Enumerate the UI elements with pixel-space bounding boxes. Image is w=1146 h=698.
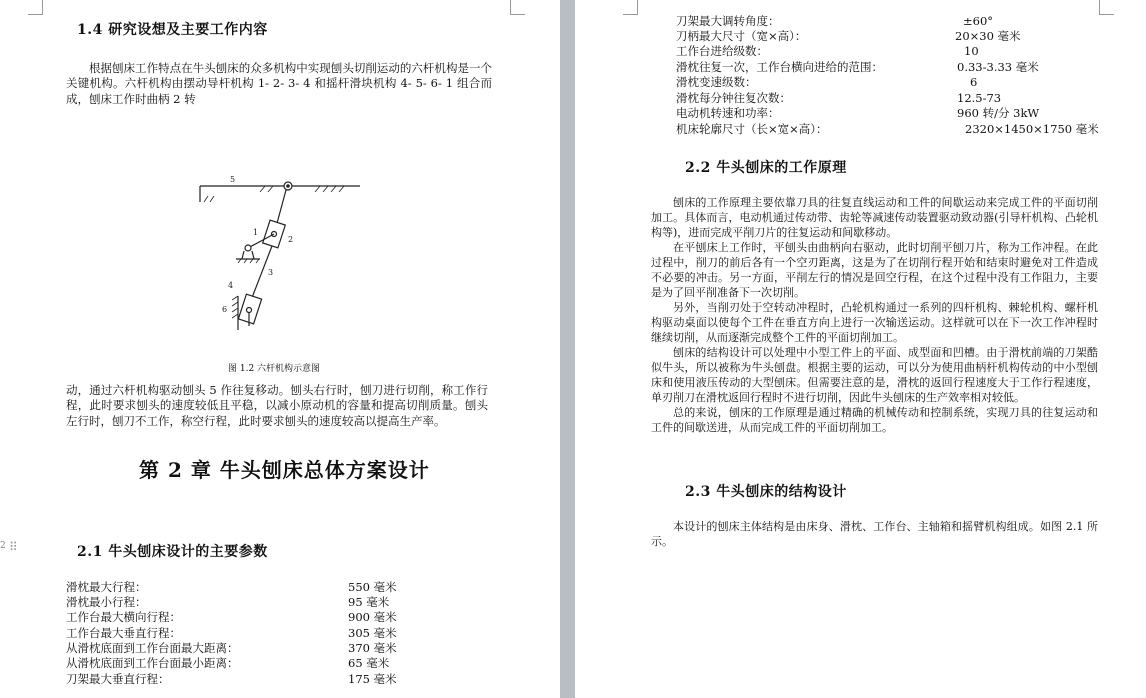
intro-paragraph-text: 根据刨床工作特点在牛头刨床的众多机构中实现刨头切削运动的六杆机构是一个关键机构。六杆机构由摆动导杆机构 1- 2- 3- 4 和摇杆滑块机构 4- 5- 6- 1 组合而成，刨床工作时曲柄 2 转	[66, 61, 492, 106]
principle-paragraphs	[651, 195, 1098, 435]
param-row: 滑枕最大行程：	[66, 580, 147, 594]
param-value: 2320×1450×1750 毫米	[965, 122, 1099, 136]
param-row: 工作台最大横向行程：	[66, 610, 181, 624]
section-heading-2-3: 2.3 牛头刨床的结构设计	[685, 484, 847, 500]
param-value: ±60°	[963, 14, 994, 28]
param-value: 175 毫米	[348, 672, 397, 686]
continue-paragraph	[66, 383, 488, 429]
param-row: 刀架最大垂直行程：	[66, 672, 170, 686]
document-page-right	[575, 0, 1146, 698]
param-value: 95 毫米	[348, 595, 390, 609]
param-value: 0.33-3.33 毫米	[957, 60, 1039, 74]
param-row: 工作台进给级数：	[676, 44, 768, 58]
param-row: 机床轮廓尺寸（长×宽×高）：	[676, 122, 828, 136]
chapter-heading: 第 2 章 牛头刨床总体方案设计	[139, 458, 430, 482]
param-value: 12.5-73	[957, 91, 1002, 105]
param-value: 65 毫米	[348, 656, 390, 670]
crop-mark-top-right	[1099, 0, 1114, 15]
figure-label-6: 6	[222, 305, 228, 314]
param-row: 滑枕每分钟往复次数：	[676, 91, 791, 105]
drag-handle-icon[interactable]: ⠿	[9, 540, 17, 554]
continue-paragraph-text: 动，通过六杆机构驱动刨头 5 作往复移动。刨头右行时，刨刀进行切削，称工作行程，此时要求刨头的速度较低且平稳，以减小原动机的容量和提高切削质量。刨头左行时，刨刀不工作，称空行程，此时要求刨头的速度较高以提高生产率。	[66, 383, 488, 428]
param-value: 900 毫米	[348, 610, 397, 624]
param-row: 从滑枕底面到工作台面最小距离：	[66, 656, 239, 670]
principle-paragraph: 刨床的工作原理主要依靠刀具的往复直线运动和工件的间歇运动来完成工件的平面切削加工。具体而言，电动机通过传动带、齿轮等减速传动装置驱动致动器(引导杆机构、凸轮机构等)，进而完成平削刀片的往复运动和间歇移动。	[651, 196, 1098, 239]
figure-label-1: 1	[253, 228, 259, 237]
section-heading-1-4: 1.4 研究设想及主要工作内容	[77, 22, 268, 38]
principle-paragraph: 另外，当削刃处于空转动冲程时，凸轮机构通过一系列的四杆机构、棘轮机构、螺杆机构驱动桌面以使每个工件在垂直方向上进行一次输送运动。这样就可以在下一次工作冲程时继续切削，从而逐渐完成整个工件的平面切削加工。	[651, 301, 1098, 344]
figure-label-2: 2	[288, 235, 294, 244]
crop-mark-top-right	[510, 0, 525, 15]
principle-paragraph: 刨床的结构设计可以处理中小型工件上的平面、成型面和凹槽。由于滑枕前端的刀架酷似牛头，所以被称为牛头刨盘。根据主要的运动，可以分为使用曲柄杆机构传动的中小型刨床和使用液压传动的大型刨床。但需要注意的是，滑枕的返回行程速度大于工作行程速度，单刃削刀在滑枕返回行程时不进行切削，因此牛头刨床的生产效率相对较低。	[651, 346, 1098, 404]
param-value: 960 转/分 3kW	[957, 106, 1040, 120]
intro-paragraph	[66, 61, 492, 107]
param-value: 305 毫米	[348, 626, 397, 640]
param-row: 刀架最大调转角度：	[676, 14, 780, 28]
document-page-left	[0, 0, 560, 698]
param-row: 工作台最大垂直行程：	[66, 626, 181, 640]
margin-page-number: 2	[0, 541, 6, 551]
figure-label-4: 4	[228, 281, 234, 290]
param-value: 370 毫米	[348, 641, 397, 655]
param-value: 6	[970, 75, 978, 89]
crop-mark-top-left	[28, 0, 43, 15]
param-row: 滑枕变速级数：	[676, 75, 757, 89]
param-row: 刀柄最大尺寸（宽×高）：	[676, 29, 807, 43]
section-heading-2-1: 2.1 牛头刨床设计的主要参数	[77, 544, 268, 560]
principle-paragraph: 在平刨床上工作时，平刨头由曲柄向右驱动，此时切削平刨刀片，称为工作冲程。在此过程中，削刀的前后各有一个空刃距离，这是为了在切削行程开始和结束时避免对工件造成不必要的冲击。另一方面，平削左行的情况是回空行程，在这个过程中没有工作阻力，主要是为了回平削准备下一次切削。	[651, 241, 1098, 299]
param-row: 滑枕最小行程：	[66, 595, 147, 609]
figure-caption: 图 1.2 六杆机构示意图	[228, 364, 321, 374]
figure-label-5: 5	[230, 175, 236, 184]
six-bar-mechanism-figure	[190, 172, 370, 332]
param-row: 滑枕往复一次，工作台横向进给的范围：	[676, 60, 883, 74]
crop-mark-top-left	[623, 0, 638, 15]
param-value: 10	[964, 44, 979, 58]
param-row: 从滑枕底面到工作台面最大距离：	[66, 641, 239, 655]
structure-paragraph-text: 本设计的刨床主体结构是由床身、滑枕、工作台、主轴箱和摇臂机构组成。如图 2.1 所示。	[651, 520, 1098, 548]
structure-paragraph	[651, 519, 1098, 549]
principle-paragraph: 总的来说，刨床的工作原理是通过精确的机械传动和控制系统，实现刀具的往复运动和工件的间歇送进，从而完成工件的平面切削加工。	[651, 406, 1098, 434]
param-value: 20×30 毫米	[955, 29, 1021, 43]
param-row: 电动机转速和功率：	[676, 106, 780, 120]
param-value: 550 毫米	[348, 580, 397, 594]
figure-label-3: 3	[268, 268, 274, 277]
section-heading-2-2: 2.2 牛头刨床的工作原理	[685, 160, 847, 176]
